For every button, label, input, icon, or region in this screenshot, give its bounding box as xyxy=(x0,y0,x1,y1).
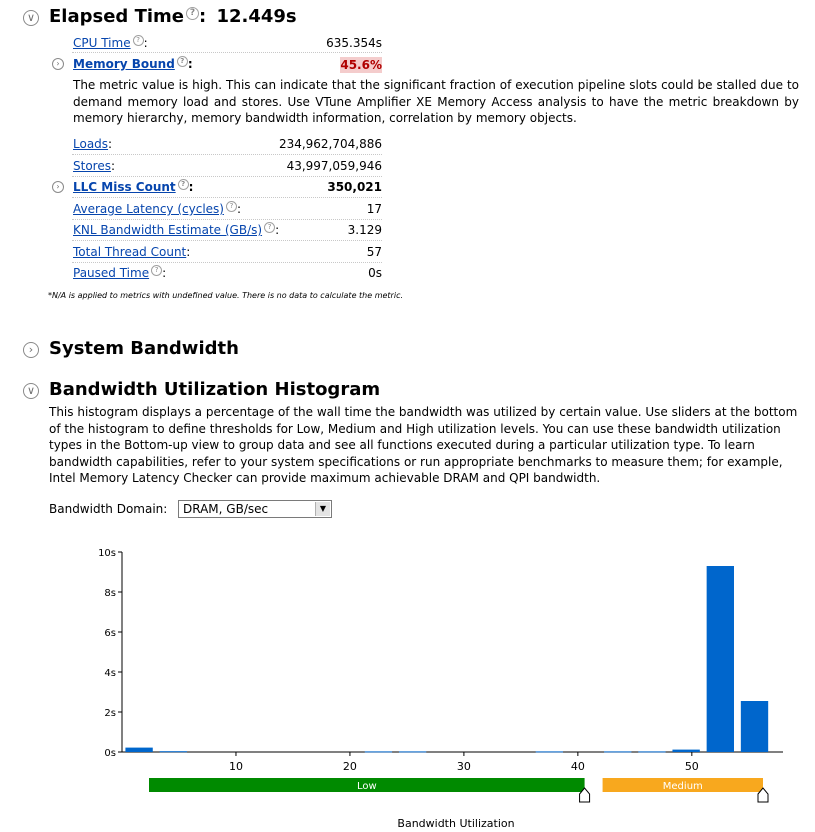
avg-latency-link[interactable]: Average Latency (cycles) xyxy=(73,202,224,216)
histogram-bar xyxy=(160,751,187,752)
help-icon[interactable]: ? xyxy=(151,265,162,276)
expand-llc-miss-icon[interactable]: › xyxy=(52,181,64,193)
threshold-label: Medium xyxy=(662,781,703,792)
elapsed-value: 12.449s xyxy=(216,6,297,27)
histogram-bar xyxy=(125,748,152,752)
histogram-chart xyxy=(0,540,815,830)
thread-count-row: Total Thread Count: xyxy=(73,245,191,259)
histogram-description: This histogram displays a percentage of the wall time the bandwidth was utilized by certain value. Use sliders at the bottom of the histogram to define thresholds for Low, Medium and High utilization levels. You can use these bandwidth utilization types in the Bottom-up view to group data and see all functions executed during a particular utilization type. To learn bandwidth capabilities, refer to your system specifications or run appropriate benchmarks to measure them; for example, Intel Memory Latency Checker can provide maximum achievable DRAM and QPI bandwidth. xyxy=(49,405,798,485)
x-tick-label: 30 xyxy=(456,760,471,773)
cpu-time-row: CPU Time ? : xyxy=(73,36,148,50)
elapsed-title-row xyxy=(49,6,297,27)
help-icon[interactable]: ? xyxy=(186,7,199,20)
llc-miss-row: LLC Miss Count ? : xyxy=(73,180,194,194)
histogram-bar xyxy=(638,751,665,752)
x-axis-label: Bandwidth Utilization xyxy=(397,817,515,830)
paused-time-value: 0s xyxy=(368,266,382,280)
divider xyxy=(72,176,382,177)
elapsed-title: Elapsed Time xyxy=(49,6,184,27)
histogram-bar xyxy=(536,751,563,752)
loads-value: 234,962,704,886 xyxy=(278,137,382,151)
histogram-bar xyxy=(672,750,699,752)
paused-time-row: Paused Time ? : xyxy=(73,266,167,280)
footnote: *N/A is applied to metrics with undefined value. There is no data to calculate the metric. xyxy=(48,291,404,300)
histogram-bar xyxy=(399,751,426,752)
x-tick-label: 40 xyxy=(570,760,585,773)
collapse-elapsed-icon[interactable]: ∨ xyxy=(23,10,39,26)
knl-bw-row: KNL Bandwidth Estimate (GB/s) ? : xyxy=(73,223,280,237)
system-bandwidth-title[interactable]: System Bandwidth xyxy=(49,338,239,359)
expand-system-bandwidth-icon[interactable]: › xyxy=(23,342,39,358)
threshold-bar xyxy=(149,778,768,802)
thread-count-value: 57 xyxy=(366,245,382,259)
divider xyxy=(72,262,382,263)
histogram-bar xyxy=(604,751,631,752)
bandwidth-domain-value: DRAM, GB/sec xyxy=(183,502,269,516)
paused-time-link[interactable]: Paused Time xyxy=(73,266,150,280)
divider xyxy=(72,154,382,155)
divider xyxy=(72,52,382,53)
memory-bound-link[interactable]: Memory Bound xyxy=(73,57,175,71)
knl-bw-link[interactable]: KNL Bandwidth Estimate (GB/s) xyxy=(73,223,263,237)
y-tick-label: 2s xyxy=(104,708,116,719)
help-icon[interactable]: ? xyxy=(226,201,237,212)
y-tick-label: 0s xyxy=(104,748,116,759)
help-icon[interactable]: ? xyxy=(264,222,275,233)
thread-count-link[interactable]: Total Thread Count xyxy=(73,245,187,259)
bandwidth-domain-select[interactable] xyxy=(178,500,332,518)
stores-row: Stores: xyxy=(73,159,116,173)
x-tick-label: 10 xyxy=(228,760,243,773)
x-axis xyxy=(122,752,783,773)
cpu-time-value: 635.354s xyxy=(326,36,382,50)
avg-latency-row: Average Latency (cycles) ? : xyxy=(73,202,242,216)
divider xyxy=(72,240,382,241)
help-icon[interactable]: ? xyxy=(177,56,188,67)
cpu-time-link[interactable]: CPU Time xyxy=(73,36,131,50)
avg-latency-value: 17 xyxy=(366,202,382,216)
stores-value: 43,997,059,946 xyxy=(286,159,382,173)
bar-series xyxy=(125,566,768,752)
threshold-label: Low xyxy=(356,781,377,792)
stores-link[interactable]: Stores xyxy=(73,159,111,173)
help-icon[interactable]: ? xyxy=(133,35,144,46)
memory-bound-value xyxy=(340,57,382,73)
chevron-down-icon[interactable]: ▼ xyxy=(315,502,330,516)
knl-bw-value: 3.129 xyxy=(347,223,382,237)
elapsed-separator: : xyxy=(198,6,207,27)
x-tick-label: 50 xyxy=(684,760,699,773)
help-icon[interactable]: ? xyxy=(178,179,189,190)
y-tick-label: 10s xyxy=(98,548,116,559)
histogram-bar xyxy=(741,701,768,752)
llc-miss-link[interactable]: LLC Miss Count xyxy=(73,180,176,194)
memory-bound-description: The metric value is high. This can indicate that the significant fraction of execution pipeline slots could be stalled due to demand memory load and stores. Use VTune Amplifier XE Memory Access analysis to have the metric breakdown by memory hierarchy, memory bandwidth information, correlation by memory objects. xyxy=(73,78,799,125)
histogram-bar xyxy=(707,566,734,752)
y-axis xyxy=(98,548,122,759)
bandwidth-domain-label: Bandwidth Domain: xyxy=(49,502,168,516)
loads-link[interactable]: Loads xyxy=(73,137,109,151)
expand-memory-bound-icon[interactable]: › xyxy=(52,58,64,70)
histogram-title: Bandwidth Utilization Histogram xyxy=(49,379,381,400)
y-tick-label: 8s xyxy=(104,588,116,599)
y-tick-label: 6s xyxy=(104,628,116,639)
llc-miss-value: 350,021 xyxy=(327,180,382,194)
memory-bound-row: Memory Bound ? : xyxy=(73,57,193,71)
y-tick-label: 4s xyxy=(104,668,116,679)
collapse-histogram-icon[interactable]: ∨ xyxy=(23,383,39,399)
x-tick-label: 20 xyxy=(342,760,357,773)
divider xyxy=(72,197,382,198)
memory-bound-value-text: 45.6% xyxy=(340,58,382,72)
histogram-bar xyxy=(365,751,392,752)
loads-row: Loads: xyxy=(73,137,113,151)
divider xyxy=(72,219,382,220)
